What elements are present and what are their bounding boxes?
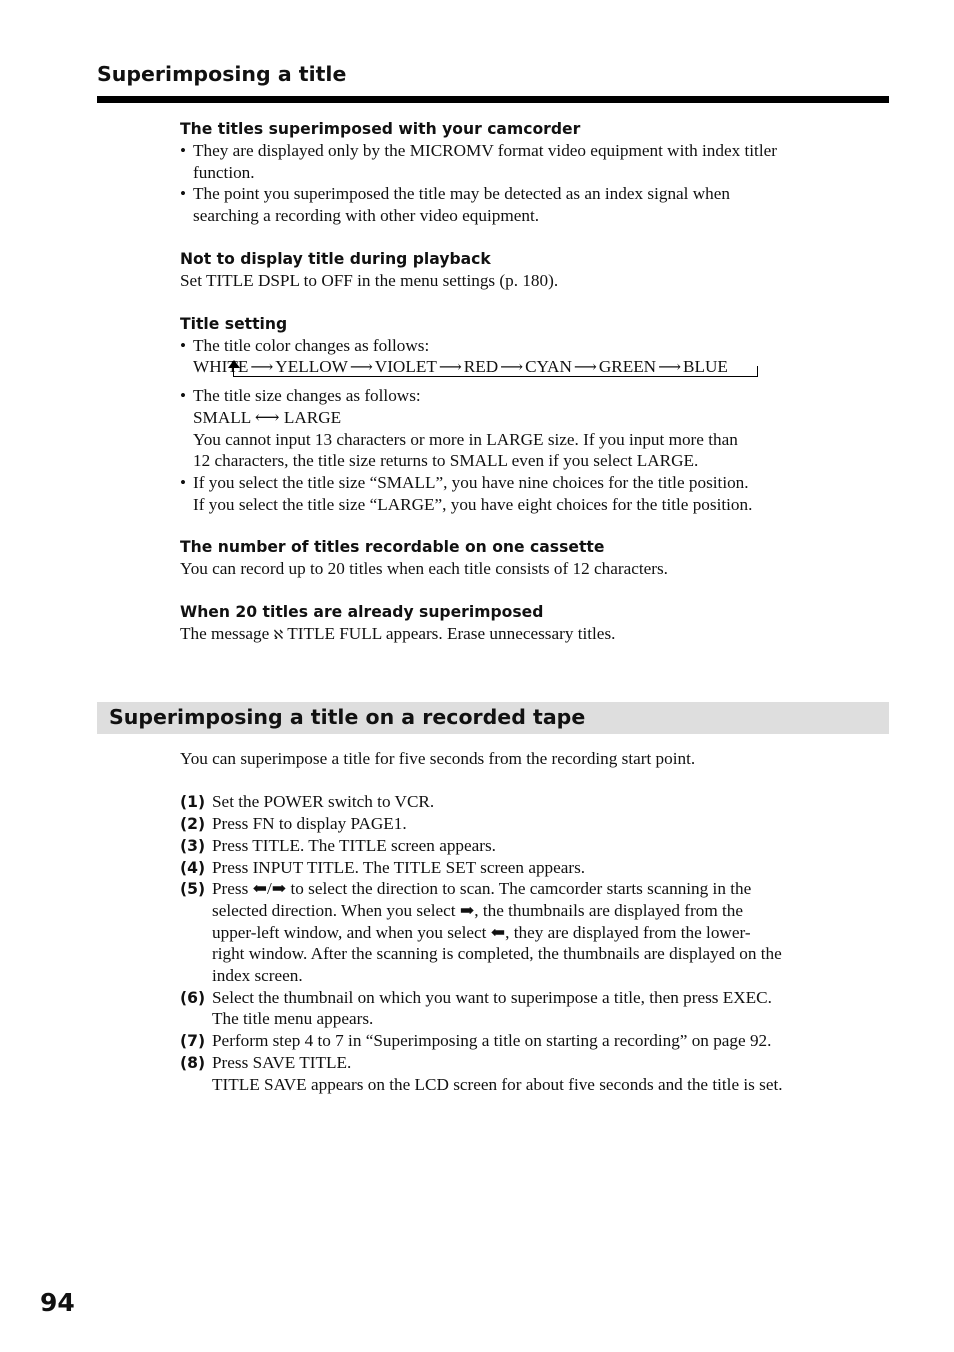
step-line: index screen. <box>212 966 303 986</box>
bullet-text: If you select the title size “SMALL”, you have nine choices for the title position. <box>193 473 749 493</box>
full-heading: When 20 titles are already superimposed <box>180 603 544 622</box>
step-text: Press <box>212 879 249 899</box>
step-number: (5) <box>180 880 206 899</box>
bullet-dot: • <box>180 184 187 204</box>
arrow-right-icon: ⟶ <box>349 359 373 377</box>
step-number: (4) <box>180 858 206 877</box>
color-item: GREEN <box>598 357 657 377</box>
bullet-text: The point you superimposed the title may be detected as an index signal when <box>193 184 730 204</box>
step-text: selected direction. When you select <box>212 900 456 920</box>
color-item: WHITE <box>193 357 249 377</box>
steps-section <box>180 748 890 1095</box>
step-number: (2) <box>180 815 206 834</box>
color-item: RED <box>463 357 499 377</box>
bullet-text: The title size changes as follows: <box>193 386 421 406</box>
full-text <box>180 623 890 646</box>
step-line: Press ⬅/➡ to select the direction to scan. The camcorder starts scanning in the <box>212 879 752 899</box>
bullet-text: They are displayed only by the MICROMV format video equipment with index titler <box>193 141 777 160</box>
number-heading: The number of titles recordable on one cassette <box>180 538 605 557</box>
step-text: Press TITLE. The TITLE screen appears. <box>212 835 496 855</box>
bullet-item <box>180 335 890 357</box>
color-item: BLUE <box>683 357 728 377</box>
step-number: (8) <box>180 1053 206 1072</box>
camcorder-heading: The titles superimposed with your camcorder <box>180 120 581 138</box>
header-rule <box>97 96 889 103</box>
color-item: YELLOW <box>275 357 348 377</box>
bullet-continuation: If you select the title size “LARGE”, you have eight choices for the title position. <box>193 494 753 514</box>
bullet-dot: • <box>180 473 187 493</box>
step-item <box>180 987 890 1030</box>
step-text: , the thumbnails are displayed from the <box>474 900 743 920</box>
bullet-continuation: searching a recording with other video equipment. <box>193 206 540 226</box>
step-line: TITLE SAVE appears on the LCD screen for about five seconds and the title is set. <box>212 1074 783 1094</box>
arrow-right-icon: ⟶ <box>573 359 597 377</box>
step-text: to select the direction to scan. The camcorder starts scanning in the <box>290 879 752 899</box>
arrow-left-icon: ⬅ <box>490 922 506 942</box>
arrow-right-icon: ➡ <box>271 879 287 899</box>
bullet-item <box>180 472 890 494</box>
step-line <box>212 922 890 944</box>
bullet-item <box>180 385 890 407</box>
setting-heading: Title setting <box>180 314 288 333</box>
arrow-both-icon: ⟷ <box>254 407 280 427</box>
size-note: 12 characters, the title size returns to SMALL even if you select LARGE. <box>193 451 699 471</box>
size-large: LARGE <box>283 407 342 427</box>
step-number: (7) <box>180 1032 206 1051</box>
step-text: upper-left window, and when you select <box>212 922 487 942</box>
page-header-title: Superimposing a title <box>97 62 347 86</box>
arrow-right-icon: ➡ <box>459 900 475 920</box>
cycle-return-line <box>233 366 758 377</box>
bullet-dot: • <box>180 335 187 355</box>
step-item <box>180 1052 890 1095</box>
step-line: Select the thumbnail on which you want to superimpose a title, then press EXEC. <box>212 987 772 1007</box>
color-item: VIOLET <box>374 357 437 377</box>
full-text-after: TITLE FULL appears. Erase unnecessary titles. <box>287 624 616 644</box>
bullet-item <box>180 183 890 205</box>
color-item: CYAN <box>525 357 572 377</box>
bullet-dot: • <box>180 141 187 160</box>
arrow-right-icon: ⟶ <box>500 359 524 377</box>
full-text-before: The message <box>180 624 270 644</box>
step-item <box>180 813 890 835</box>
step-text: Press INPUT TITLE. The TITLE SET screen appears. <box>212 857 586 877</box>
step-text: Set the POWER switch to VCR. <box>212 792 435 812</box>
color-cycle <box>180 356 890 385</box>
page-number: 94 <box>40 1288 75 1317</box>
step-line: Press SAVE TITLE. <box>212 1052 352 1072</box>
arrow-right-icon: ⟶ <box>658 359 682 377</box>
tape-warning-icon: ℵ <box>273 627 284 643</box>
step-text: Perform step 4 to 7 in “Superimposing a title on starting a recording” on page 92. <box>212 1031 772 1051</box>
step-text: , they are displayed from the lower- <box>505 922 751 942</box>
bullet-item <box>180 140 890 162</box>
size-small: SMALL <box>193 407 251 427</box>
nodisplay-text: Set TITLE DSPL to OFF in the menu settings (p. 180). <box>180 270 559 290</box>
bullet-dot: • <box>180 386 187 406</box>
arrow-right-icon: ⟶ <box>250 359 274 377</box>
step-line: right window. After the scanning is completed, the thumbnails are displayed on the <box>212 944 782 964</box>
step-number: (6) <box>180 988 206 1007</box>
step-number: (1) <box>180 793 206 812</box>
step-number: (3) <box>180 836 206 855</box>
arrow-left-icon: ⬅ <box>252 879 267 899</box>
step-item <box>180 835 890 857</box>
step-item <box>180 791 890 813</box>
nodisplay-heading: Not to display title during playback <box>180 249 491 268</box>
arrow-up-icon <box>228 360 240 368</box>
size-toggle <box>180 407 890 429</box>
step-item <box>180 1030 890 1052</box>
size-note: You cannot input 13 characters or more in LARGE size. If you input more than <box>193 429 738 449</box>
section-title: Superimposing a title on a recorded tape <box>109 705 586 729</box>
notes-section <box>180 118 890 646</box>
intro-text: You can superimpose a title for five seconds from the recording start point. <box>180 749 696 768</box>
step-item <box>180 857 890 879</box>
arrow-right-icon: ⟶ <box>438 359 462 377</box>
step-item <box>180 878 890 987</box>
number-text: You can record up to 20 titles when each title consists of 12 characters. <box>180 559 668 579</box>
section-band <box>97 702 889 734</box>
step-text: Press FN to display PAGE1. <box>212 814 407 834</box>
step-line: The title menu appears. <box>212 1009 374 1029</box>
step-line <box>212 900 890 922</box>
bullet-continuation: function. <box>193 162 255 182</box>
bullet-text: The title color changes as follows: <box>193 335 430 355</box>
